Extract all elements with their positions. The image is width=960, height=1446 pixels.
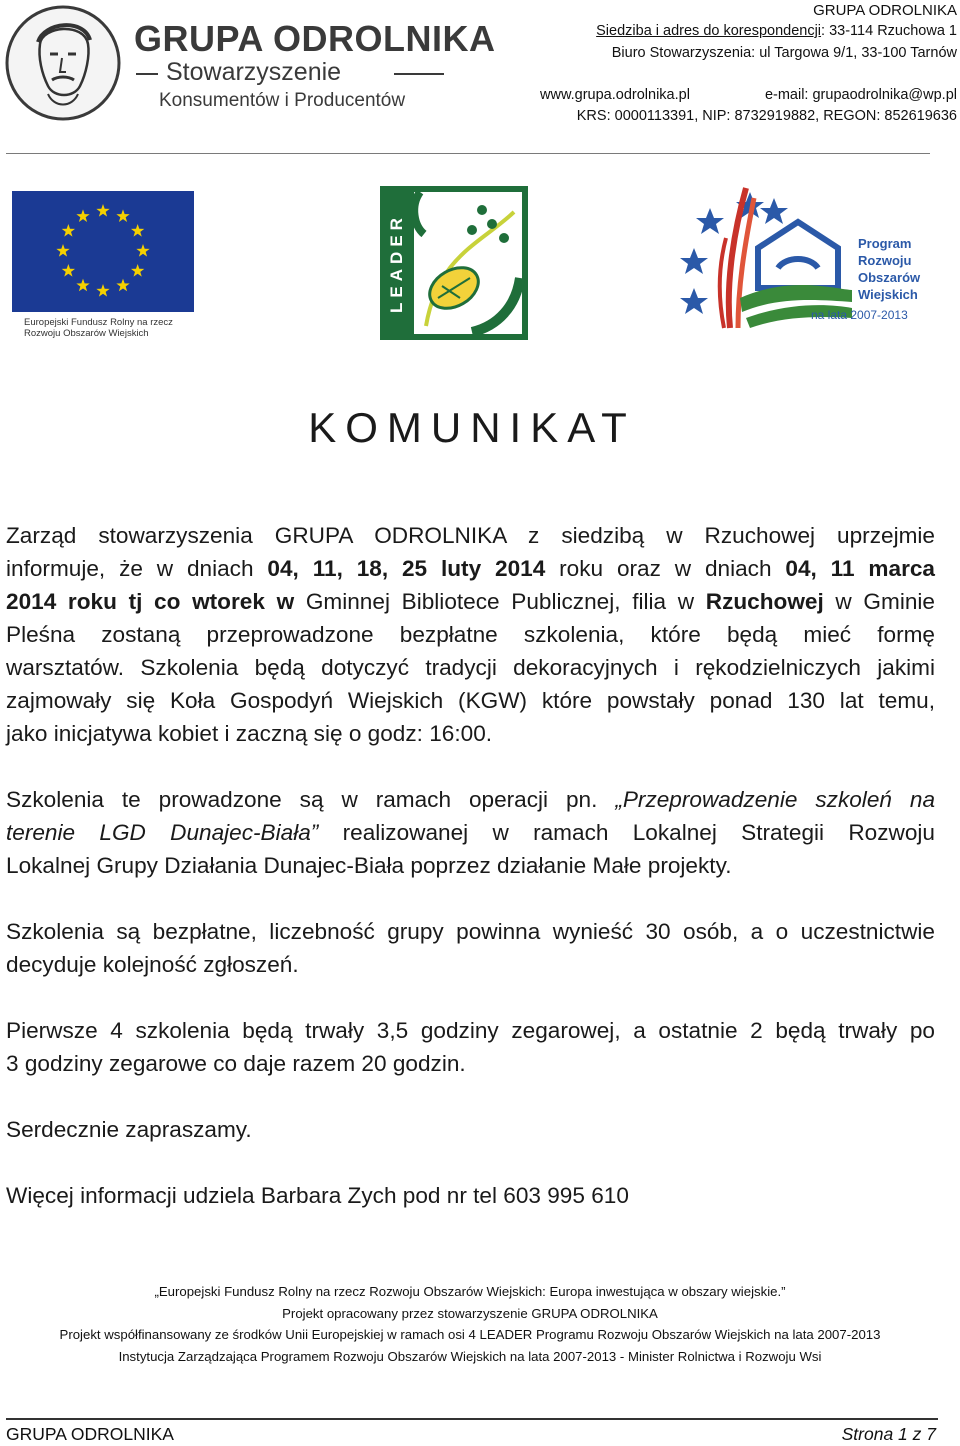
weekday-note: 2014 roku tj co wtorek w <box>6 589 295 614</box>
text-line <box>6 783 935 816</box>
text-run: roku oraz w dniach <box>545 556 786 581</box>
logo-divider-right <box>394 73 444 75</box>
prow-logo-icon <box>680 178 925 340</box>
seat-label: Siedziba i adres do korespondencji <box>596 23 822 39</box>
text-line: Pierwsze 4 szkolenia będą trwały 3,5 godziny zegarowej, a ostatnie 2 będą trwały po <box>6 1018 935 1043</box>
operation-title: „Przeprowadzenie szkoleń na <box>615 787 936 812</box>
text-run: w Gminie <box>823 589 935 614</box>
organization-logo <box>4 4 496 124</box>
header-website-link[interactable]: www.grupa.odrolnika.pl <box>540 87 690 103</box>
text-run: Szkolenia te prowadzone są w ramach operacji pn. <box>6 787 616 812</box>
text-run: Gminnej Bibliotece Publicznej, filia w <box>294 589 706 614</box>
prow-period: na lata 2007-2013 <box>811 308 908 322</box>
prow-line1: Program <box>858 236 912 251</box>
leader-text: LEADER <box>387 213 406 313</box>
text-line: Więcej informacji udziela Barbara Zych pod nr tel 603 995 610 <box>6 1183 629 1208</box>
header-email-link[interactable]: e-mail: grupaodrolnika@wp.pl <box>764 87 957 103</box>
footer-line-cofinanced: Projekt współfinansowany ze środków Unii Europejskiej w ramach osi 4 LEADER Programu Rozwoju Obszarów Wiejskich na lata 2007-2013 <box>59 1327 881 1342</box>
contact-paragraph <box>6 1179 935 1212</box>
footer-line-eafrd: „Europejski Fundusz Rolny na rzecz Rozwoju Obszarów Wiejskich: Europa inwestująca w obszary wiejskie.” <box>154 1284 786 1299</box>
logo-divider-left <box>136 73 158 75</box>
logo-title: GRUPA ODROLNIKA <box>134 18 496 59</box>
footer-divider <box>6 1418 938 1420</box>
text-line: decyduje kolejność zgłoszeń. <box>6 952 299 977</box>
dates-mar: 04, 11 marca <box>785 556 936 581</box>
header-registry-numbers: KRS: 0000113391, NIP: 8732919882, REGON: 852619636 <box>576 108 957 124</box>
eu-flag-icon <box>12 191 194 312</box>
text-line: Pleśna zostaną przeprowadzone bezpłatne szkolenia, które będą mieć formę <box>6 622 935 647</box>
document-title: KOMUNIKAT <box>308 404 636 451</box>
operation-title-cont: terenie LGD Dunajec-Biała” <box>6 820 319 845</box>
text-line: Szkolenia są bezpłatne, liczebność grupy powinna wynieść 30 osób, a o uczestnictwie <box>6 919 935 944</box>
text-line: 3 godziny zegarowe co daje razem 20 godzin. <box>6 1051 466 1076</box>
free-training-paragraph <box>6 915 935 981</box>
dates-feb: 04, 11, 18, 25 luty 2014 <box>267 556 546 581</box>
operation-paragraph <box>6 783 935 882</box>
logo-subtitle: Stowarzyszenie <box>166 58 342 86</box>
footer-org-name: GRUPA ODROLNIKA <box>6 1424 174 1444</box>
text-line: zajmowały się Koła Gospodyń Wiejskich (KGW) które powstały ponad 130 lat temu, <box>6 688 935 713</box>
prow-line3: Obszarów <box>858 270 921 285</box>
face-portrait-icon <box>4 4 122 122</box>
text-line: jako inicjatywa kobiet i zaczną się o godz: 16:00. <box>6 721 493 746</box>
eu-fund-caption: Europejski Fundusz Rolny na rzecz Rozwoju Obszarów Wiejskich <box>24 317 173 339</box>
text-line <box>6 816 935 849</box>
text-run: informuje, że w dniach <box>6 556 268 581</box>
header-seat-address <box>596 23 957 39</box>
header-office-address: Biuro Stowarzyszenia: ul Targowa 9/1, 33-100 Tarnów <box>611 45 957 61</box>
page-number: Strona 1 z 7 <box>841 1424 936 1444</box>
leader-logo-icon <box>380 186 528 340</box>
prow-line4: Wiejskich <box>858 287 918 302</box>
text-line: Lokalnej Grupy Działania Dunajec-Biała poprzez działanie Małe projekty. <box>6 853 732 878</box>
announcement-paragraph <box>6 519 935 750</box>
seat-value: : 33-114 Rzuchowa 1 <box>821 23 957 39</box>
location-bold: Rzuchowej <box>705 589 824 614</box>
text-line <box>6 585 935 618</box>
invitation-paragraph <box>6 1113 935 1146</box>
text-line: Zarząd stowarzyszenia GRUPA ODROLNIKA z siedzibą w Rzuchowej uprzejmie <box>6 523 935 548</box>
header-divider <box>6 153 930 154</box>
logo-tagline: Konsumentów i Producentów <box>159 90 406 111</box>
header-org-name: GRUPA ODROLNIKA <box>813 2 957 19</box>
text-line <box>6 552 935 585</box>
text-run: realizowanej w ramach Lokalnej Strategii Rozwoju <box>318 820 935 845</box>
footer-line-authority: Instytucja Zarządzająca Programem Rozwoju Obszarów Wiejskich na lata 2007-2013 - Minister Rolnictwa i Rozwoju Wsi <box>118 1349 822 1364</box>
duration-paragraph <box>6 1014 935 1080</box>
text-line: warsztatów. Szkolenia będą dotyczyć tradycji dekoracyjnych i rękodzielniczych jakimi <box>6 655 935 680</box>
prow-line2: Rozwoju <box>858 253 912 268</box>
footer-line-prepared: Projekt opracowany przez stowarzyszenie GRUPA ODROLNIKA <box>282 1306 658 1321</box>
text-line: Serdecznie zapraszamy. <box>6 1117 252 1142</box>
eu-fund-logo <box>12 191 194 341</box>
